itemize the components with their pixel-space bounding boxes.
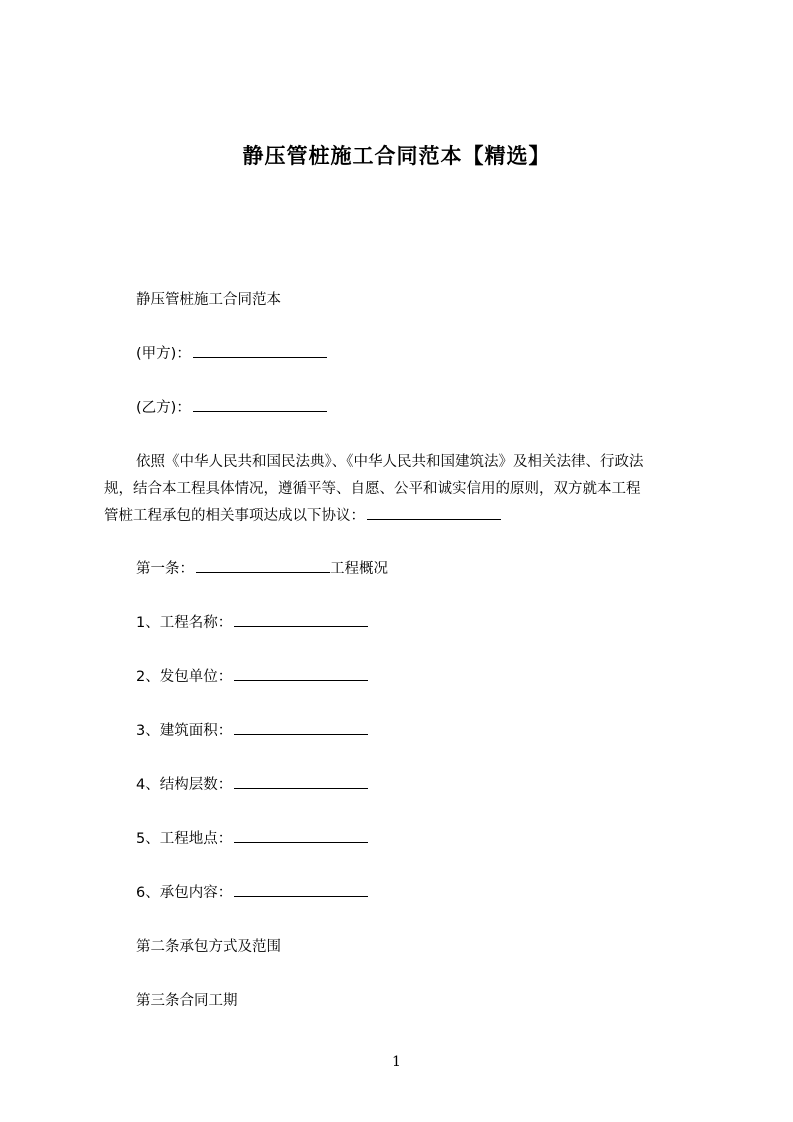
item-label: 1、工程名称： [136,615,233,631]
intro-line-3-wrap [104,503,704,530]
document-title: 静压管桩施工合同范本【精选】 [242,144,551,168]
party-b-label: (乙方)： [136,400,191,416]
item-label: 6、承包内容： [136,885,233,901]
contract-subtitle [104,287,736,314]
item-blank[interactable] [234,841,368,843]
item-blank[interactable] [234,679,368,681]
item-floor-area [104,718,736,745]
article-1-prefix: 第一条： [136,561,194,577]
item-contracting-unit [104,664,736,691]
intro-paragraph [104,449,704,530]
article-3-text: 第三条合同工期 [136,993,238,1009]
item-project-location [104,826,736,853]
item-blank[interactable] [234,625,368,627]
article-3-heading [104,988,736,1015]
party-b-blank[interactable] [193,410,327,412]
party-a-blank[interactable] [193,356,327,358]
party-a-label: (甲方)： [136,346,191,362]
item-label: 4、结构层数： [136,777,233,793]
item-label: 3、建筑面积： [136,723,233,739]
intro-line-2: 规，结合本工程具体情况，遵循平等、自愿、公平和诚实信用的原则，双方就本工程 [104,481,641,497]
article-2-heading [104,934,736,961]
item-label: 5、工程地点： [136,831,233,847]
item-blank[interactable] [234,733,368,735]
intro-line-3: 管桩工程承包的相关事项达成以下协议： [104,508,365,524]
party-a-line [104,341,736,368]
article-2-text: 第二条承包方式及范围 [136,939,281,955]
intro-line-1: 依照《中华人民共和国民法典》、《中华人民共和国建筑法》及相关法律、行政法 [136,454,644,470]
party-b-line [104,395,736,422]
article-1-blank[interactable] [196,571,330,573]
contract-subtitle-text: 静压管桩施工合同范本 [136,292,281,308]
item-blank[interactable] [234,787,368,789]
item-project-name [104,610,736,637]
article-1-suffix: 工程概况 [330,561,388,577]
page-number: 1 [392,1054,401,1070]
item-blank[interactable] [234,895,368,897]
item-structure-floors [104,772,736,799]
item-scope-of-work [104,880,736,907]
article-1-line [104,556,736,583]
item-label: 2、发包单位： [136,669,233,685]
intro-blank[interactable] [367,518,501,520]
